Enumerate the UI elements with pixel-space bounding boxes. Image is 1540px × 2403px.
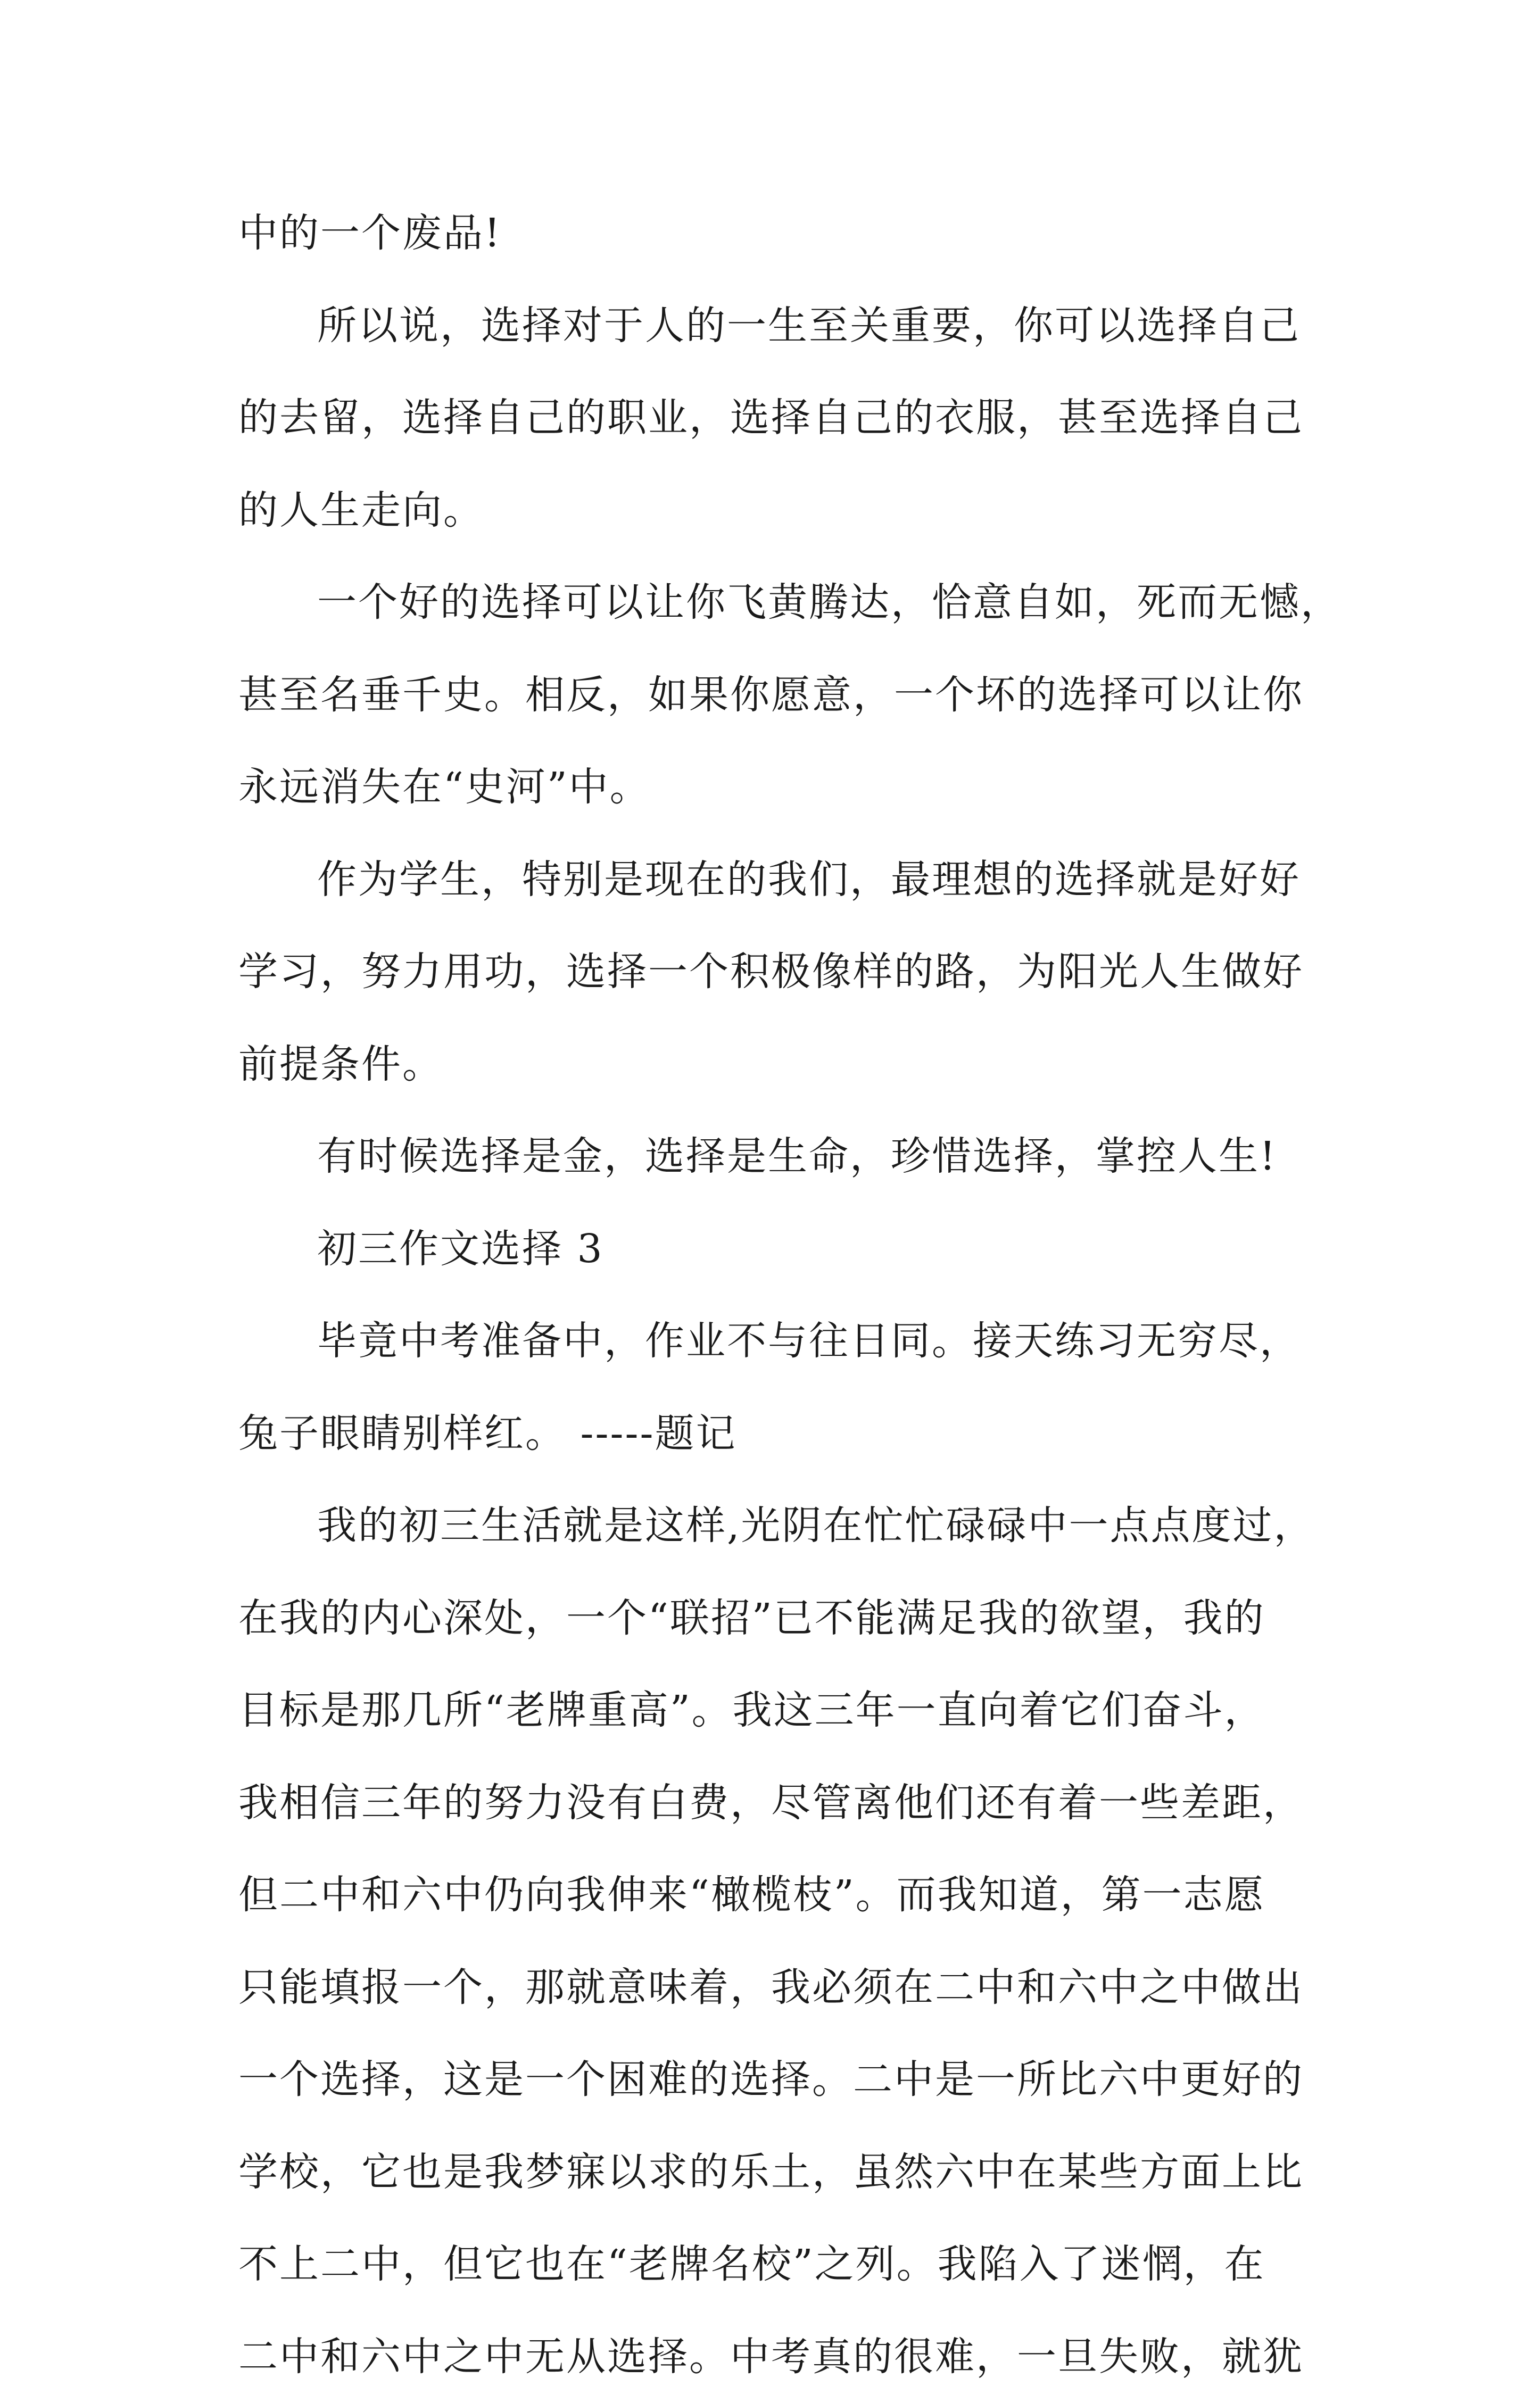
text-line: 在我的内心深处，一个“联招”已不能满足我的欲望，我的 bbox=[238, 1572, 1313, 1665]
text-line: 中的一个废品! bbox=[238, 187, 1313, 280]
text-line: 一个好的选择可以让你飞黄腾达，恰意自如，死而无憾， bbox=[238, 557, 1313, 649]
text-line: 兔子眼睛别样红。 -----题记 bbox=[238, 1388, 1313, 1480]
text-line: 毕竟中考准备中，作业不与往日同。接天练习无穷尽， bbox=[238, 1295, 1313, 1388]
text-line: 但二中和六中仍向我伸来“橄榄枝”。而我知道，第一志愿 bbox=[238, 1849, 1313, 1942]
text-line: 作为学生，特别是现在的我们，最理想的选择就是好好 bbox=[238, 834, 1313, 926]
text-line: 学校，它也是我梦寐以求的乐土，虽然六中在某些方面上比 bbox=[238, 2126, 1313, 2219]
text-line: 我的初三生活就是这样,光阴在忙忙碌碌中一点点度过， bbox=[238, 1480, 1313, 1572]
text-line: 所以说，选择对于人的一生至关重要，你可以选择自己 bbox=[238, 280, 1313, 372]
text-line: 有时候选择是金，选择是生命，珍惜选择，掌控人生! bbox=[238, 1111, 1313, 1203]
text-line: 学习，努力用功，选择一个积极像样的路，为阳光人生做好 bbox=[238, 926, 1313, 1018]
text-line: 目标是那几所“老牌重高”。我这三年一直向着它们奋斗， bbox=[238, 1664, 1313, 1757]
text-line: 永远消失在“史河”中。 bbox=[238, 741, 1313, 834]
document-body bbox=[238, 187, 1313, 2403]
text-line: 二中和六中之中无从选择。中考真的很难，一旦失败，就犹 bbox=[238, 2311, 1313, 2403]
text-line: 只能填报一个，那就意味着，我必须在二中和六中之中做出 bbox=[238, 1942, 1313, 2034]
text-line: 不上二中，但它也在“老牌名校”之列。我陷入了迷惘，在 bbox=[238, 2218, 1313, 2311]
section-heading: 初三作文选择 3 bbox=[238, 1203, 1313, 1296]
text-line: 我相信三年的努力没有白费，尽管离他们还有着一些差距， bbox=[238, 1757, 1313, 1850]
text-line: 甚至名垂千史。相反，如果你愿意，一个坏的选择可以让你 bbox=[238, 649, 1313, 742]
text-line: 的去留，选择自己的职业，选择自己的衣服，甚至选择自己 bbox=[238, 372, 1313, 465]
text-line: 前提条件。 bbox=[238, 1018, 1313, 1111]
text-line: 一个选择，这是一个困难的选择。二中是一所比六中更好的 bbox=[238, 2034, 1313, 2126]
text-line: 的人生走向。 bbox=[238, 465, 1313, 557]
